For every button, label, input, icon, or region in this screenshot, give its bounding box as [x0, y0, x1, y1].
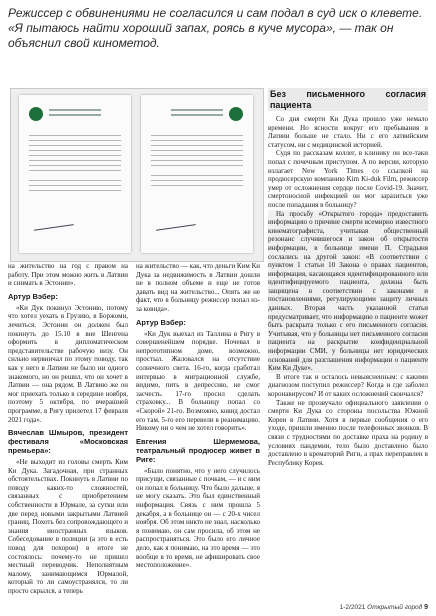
- text-line: [29, 190, 121, 191]
- text-line: [151, 180, 243, 181]
- paragraph: В итоге так и осталось невыясненным: с какими диагнозом поступил режиссер? Когда и где заболел коронавирусом? И от каких осложнений скончался?: [268, 372, 428, 398]
- text-line: [151, 185, 243, 186]
- text-line: [151, 155, 243, 156]
- text-line: [29, 135, 121, 136]
- magazine-title: Открытый город: [367, 604, 423, 611]
- paragraph: на жительство — как, что деньги Ким Ки Дука за недвижимость в Латвии дошли не в полном объеме и еще не готов давать вид на жительство... Опять же не факт, что в больницу режиссер попал из-за ковида».: [136, 262, 260, 313]
- text-line: [29, 150, 121, 151]
- column-1: [8, 262, 128, 596]
- signature: [154, 212, 195, 230]
- paragraph: «Ки Дук покинул Эстонию, потому что хотел уехать в Грузию, в Боржоми, лечиться. Эстонии он должен был покинуть до 15.10 в вне Шенгена оформить в дипломатическом представительстве рабочую визу. Он сильно нервничал по этому поводу, так как у него в Латвии не было ни одного знакомого, но он решил, что он хочет в Латвии — она рядом. В Латвию же он мог приехать только в середине ноября, поэтому 5 октября, по вчерашней программе, в Ригу прилетел 17 февраля 2021 года».: [8, 303, 128, 424]
- text-line: [29, 155, 121, 156]
- paragraph: «Ки Дук выехал из Таллина в Ригу в совершенейшем порядке. Ночевал в непрототипном доме, возможно, простыл. Жаловался на отсутствие солнечного света. 16-го, когда сработал интервью в миграционной службе, видимо, пить в депрессию, не смог засчесть. 17-го просил сделать страховку... В больницу попал со «Скорой» 21-го. Возможно, ковид достал его там. 5-го его перевели в реанимацию. Никому ни о чем не хотел говорить».: [136, 329, 260, 433]
- latvian-emblem-icon: [29, 107, 43, 121]
- text-line: [29, 160, 121, 161]
- paragraph: на жительство на год с правом на работу. При этом можно жить в Латвии и снимать в Эстонии».: [8, 262, 128, 288]
- paragraph: «Было понятно, что у него случилось присущи, связанные с почкам, — и с ним он попал в больницу. Что было дальше, я не могу сказать. Это был единственный информация. Связь с ним прошла 5 декабря, а в больнице он — с 20-х чисел ноября. Об этом никто не знал, насколько я понимаю, он сам просила, об этом не распространяться. Это было его личное дело, как я понимаю, на это время — это вообще в то время, не афишировать свое местоположение».: [136, 466, 260, 570]
- text-line: [151, 150, 243, 151]
- paragraph: «Не выходит из головы смерть Ким Ки Дука. Загадочная, при странных обстоятельствах. Покинуть в Латвии по поводу каких-то сложностей, связанных с приобретением собственности в Юрмале, за сутки или две перед новыми закрытыми Латвией границ. Похоть без сопровождающего и знания иностранных языков. Собеседование в полиции (а это в есть повод для похорон) в итоге не состоялось: почему-то не пришел местный переводчик. Неполнятным малому, занимающимся Юрмалой, который то ли самоустранялся, то ли просто скрылся, а теперь: [8, 458, 128, 595]
- column-2: [136, 262, 260, 570]
- section-heading: Вячеслав Шмыров, президент фестиваля «Московская премьера»:: [8, 428, 128, 456]
- section-heading: Артур Вэбер:: [8, 291, 58, 301]
- text-line: [151, 145, 243, 146]
- paragraph: Также не прозвучало официального заявления о смерти Ки Дука со стороны посольства Южной Кореи в Латвии. Хотя в первые сообщения о его уходе, пришли именно после телефонных звонков. В связи с трудностями по доставке праха на родину в условиях пандемии, тело было доставлено было доставлено в крематорий Риги, а прах переправлен в Республику Корея.: [268, 398, 428, 467]
- scan-sheet-right: [141, 95, 253, 253]
- section-heading: Без письменного согласия пациента: [270, 89, 426, 110]
- signature: [32, 212, 73, 230]
- document-scan-image: [10, 88, 264, 262]
- header-line: [171, 109, 223, 111]
- text-line: [29, 170, 121, 171]
- header-line: [49, 109, 101, 111]
- scan-sheet-left: [19, 95, 131, 253]
- paragraph: Со дня смерти Ки Дука прошло уже немало времени. Но ясности вокруг его пребывания в Латвии больше не стало. Ни с его латвийским статусом, ни с медицинской историей.: [268, 115, 428, 149]
- column-3: [268, 88, 428, 467]
- text-line: [151, 165, 243, 166]
- header-line: [171, 114, 223, 116]
- page-footer: [340, 604, 428, 611]
- text-line: [151, 175, 243, 176]
- paragraph: На просьбу «Открытого города» предоставить информацию о причине смерти всемирно известного кинематографиста, учитывая общественный резонанс случившегося и закон об открытости информации, в больнице имени П. Страдыня сослались на другой закон: «В соответствии с пунктом 1 статьи 10 Закона о правах пациентов, информация, касающаяся идентифицированного или идентифицируемого пациента, должна быть защищена в соответствии с законами и постановлениями, регулирующими защиту личных данных. Вторая часть указанной статьи предусматривает, что информацию о пациенте может быть раскрыта только с его письменного согласия. Учитывая, что у больницы нет письменного согласия пациента на раскрытие конфиденциальной информации СМИ, у больницы нет юридических оснований для разглашения информации о пациенте Ким Ки Дуке».: [268, 209, 428, 373]
- lead-paragraph: Режиссер с обвинениями не согласился и сам подал в суд иск о клевете. «Я пытаюсь найти хороший запах, роясь в куче мусора», — так он объяснил свой кинометод.: [8, 6, 423, 50]
- text-line: [29, 180, 121, 181]
- text-line: [29, 165, 121, 166]
- page-number: 9: [424, 604, 428, 611]
- issue-number: 1-2/2021: [339, 604, 366, 611]
- text-line: [151, 160, 243, 161]
- text-line: [29, 185, 121, 186]
- header-line: [49, 114, 101, 116]
- paragraph: Судя по рассказам коллег, в клинику он все-таки попал с почечным приступом. А по версии, которую излагает New York Times со ссылкой на продюсерскую компанию Kim Ki-duk Film, режиссер умер от осложнения сердце после Covid-19. Значит, смертоносной инфекцией он мог заразиться уже после попадания в больницу?: [268, 149, 428, 209]
- section-heading: Евгения Шермемова, театральный продюсер живет в Риге:: [136, 436, 260, 464]
- text-line: [29, 140, 121, 141]
- latvian-emblem-icon: [229, 107, 243, 121]
- section-heading: Артур Вэбер:: [136, 317, 186, 327]
- text-line: [151, 135, 243, 136]
- text-line: [151, 140, 243, 141]
- text-line: [29, 145, 121, 146]
